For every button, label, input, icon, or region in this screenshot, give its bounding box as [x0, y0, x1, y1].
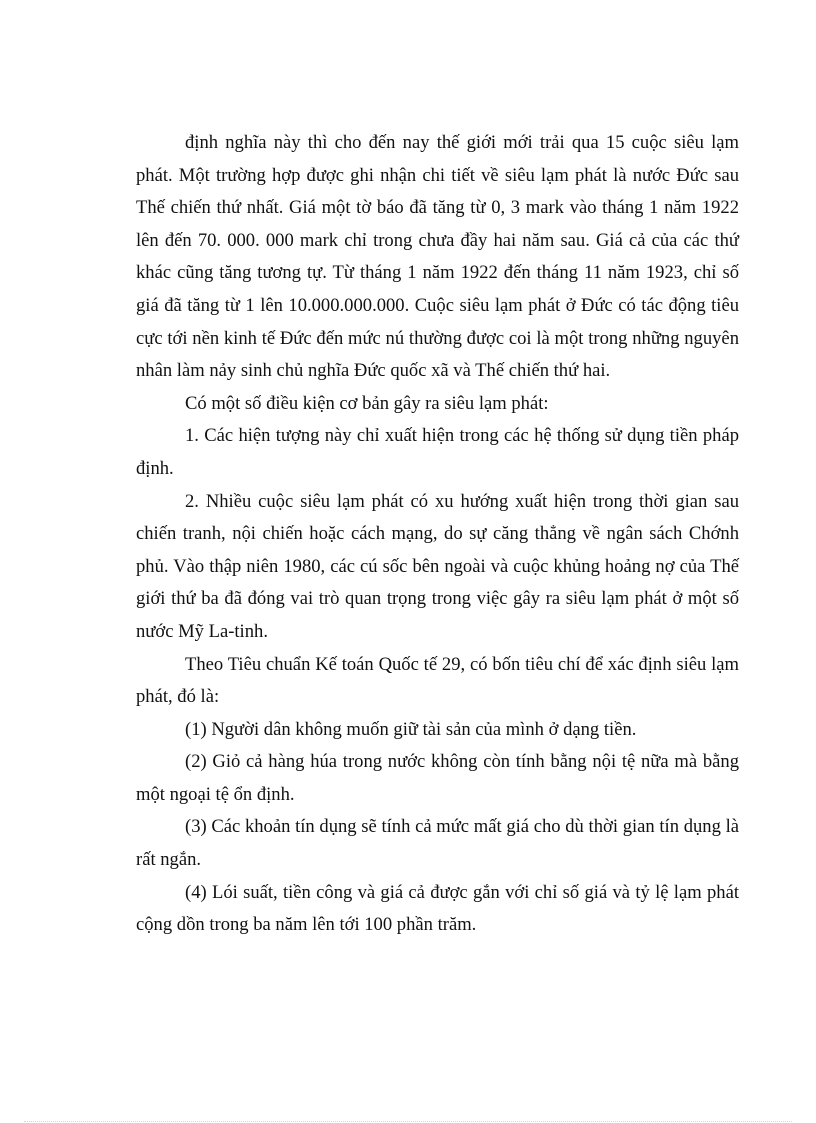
paragraph-conditions-intro: Có một số điều kiện cơ bản gây ra siêu lạm phát: [185, 392, 549, 414]
paragraph-condition-2: 2. Nhiều cuộc siêu lạm phát có xu hướng xuất hiện trong thời gian sau chiến tranh, nội chiến hoặc cách mạng, do sự căng thẳng về ngân sách Chớnh phủ. Vào thập niên 1980, các cú sốc bên ngoài và cuộc khủng hoảng nợ của Thế giới thứ ba đã đóng vai trò quan trọng trong việc gây ra siêu lạm phát ở một số nước Mỹ La-tinh. [136, 490, 739, 642]
paragraph-germany-hyperinflation: định nghĩa này thì cho đến nay thế giới mới trải qua 15 cuộc siêu lạm phát. Một trường hợp được ghi nhận chi tiết về siêu lạm phát là nước Đức sau Thế chiến thứ nhất. Giá một tờ báo đã tăng từ 0, 3 mark vào tháng 1 năm 1922 lên đến 70. 000. 000 mark chỉ trong chưa đầy hai năm sau. Giá cả của các thứ khác cũng tăng tương tự. Từ tháng 1 năm 1922 đến tháng 11 năm 1923, chỉ số giá đã tăng từ 1 lên 10.000.000.000. Cuộc siêu lạm phát ở Đức có tác động tiêu cực tới nền kinh tế Đức đến mức nú thường được coi là một trong những nguyên nhân làm nảy sinh chủ nghĩa Đức quốc xã và Thế chiến thứ hai. [136, 132, 739, 382]
paragraph-criterion-3: (3) Các khoản tín dụng sẽ tính cả mức mất giá cho dù thời gian tín dụng là rất ngắn. [136, 816, 739, 871]
paragraph-criterion-2: (2) Giỏ cả hàng húa trong nước không còn tính bằng nội tệ nữa mà bằng một ngoại tệ ổn định. [136, 751, 739, 805]
paragraph-ias29-intro: Theo Tiêu chuẩn Kế toán Quốc tế 29, có bốn tiêu chí để xác định siêu lạm phát, đó là: [136, 653, 739, 708]
paragraph-condition-1: 1. Các hiện tượng này chỉ xuất hiện trong các hệ thống sử dụng tiền pháp định. [136, 425, 739, 479]
body-text [136, 127, 739, 942]
paragraph-criterion-1: (1) Người dân không muốn giữ tài sản của mình ở dạng tiền. [185, 718, 637, 740]
paragraph-criterion-4: (4) Lói suất, tiền công và giá cả được gắn với chỉ số giá và tỷ lệ lạm phát cộng dồn trong ba năm lên tới 100 phần trăm. [136, 881, 739, 936]
page-bottom-divider [24, 1121, 792, 1122]
